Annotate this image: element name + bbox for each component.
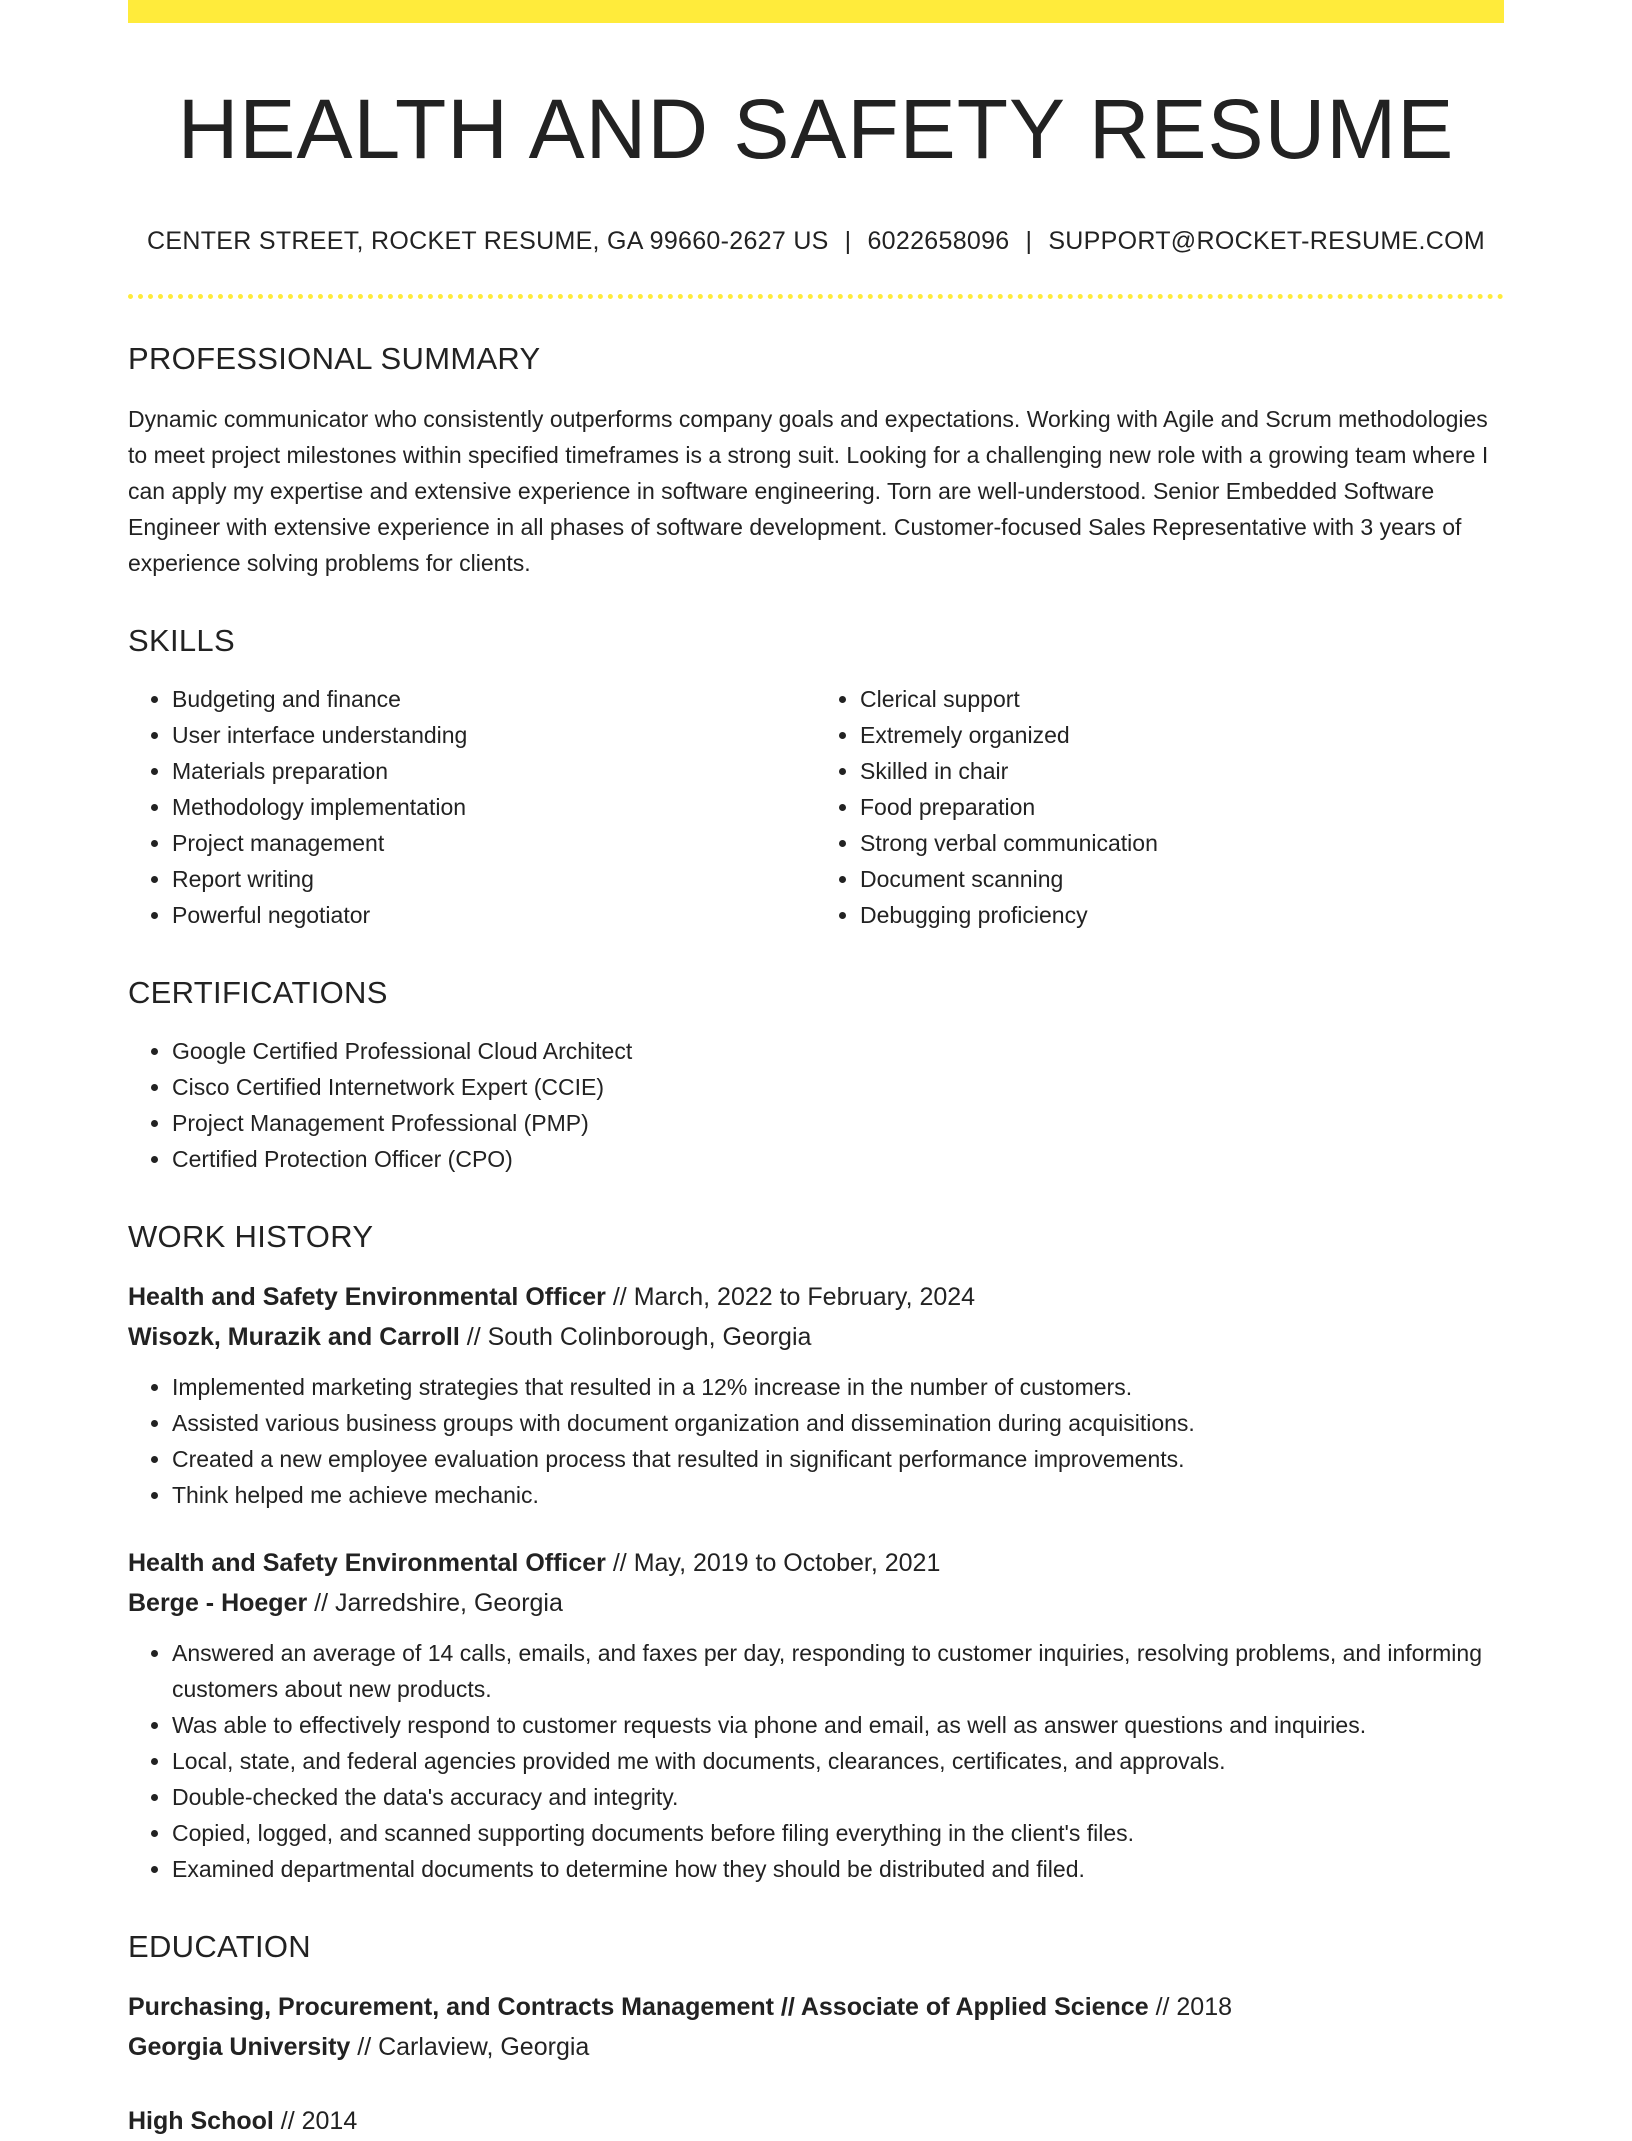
contact-separator: |: [844, 227, 852, 256]
education-school: Georgia University: [128, 2033, 351, 2062]
education-location: // Carlaview, Georgia: [350, 2033, 590, 2062]
skill-item: • User interface understanding: [172, 717, 816, 753]
job-bullet: • Examined departmental documents to determine how they should be distributed and filed.: [172, 1851, 1504, 1887]
contact-email: SUPPORT@ROCKET-RESUME.COM: [1048, 227, 1485, 256]
skills-columns: [128, 681, 1504, 933]
skill-item: • Materials preparation: [172, 753, 816, 789]
job-company: Wisozk, Murazik and Carroll: [128, 1323, 460, 1352]
job-bullet: • Assisted various business groups with document organization and dissemination during acquisitions.: [172, 1405, 1504, 1441]
certification-item: • Certified Protection Officer (CPO): [172, 1141, 1504, 1177]
job-bullet: • Answered an average of 14 calls, emails, and faxes per day, responding to customer inquiries, resolving problems, and informing customers about new products.: [172, 1635, 1504, 1707]
job-entry: [128, 1277, 1504, 1513]
job-title: Health and Safety Environmental Officer: [128, 1549, 606, 1578]
certifications-heading: CERTIFICATIONS: [128, 975, 388, 1011]
job-dates: // May, 2019 to October, 2021: [605, 1549, 941, 1578]
skill-item: • Strong verbal communication: [860, 825, 1504, 861]
job-bullet: • Local, state, and federal agencies provided me with documents, clearances, certificates, and approvals.: [172, 1743, 1504, 1779]
job-bullet: • Double-checked the data's accuracy and integrity.: [172, 1779, 1504, 1815]
job-title-line: [128, 1277, 1504, 1317]
job-bullets: [128, 1369, 1504, 1513]
page-title: HEALTH AND SAFETY RESUME: [177, 82, 1455, 176]
summary-heading: PROFESSIONAL SUMMARY: [128, 341, 541, 377]
job-company-line: [128, 1317, 1504, 1357]
resume-page: [128, 0, 1504, 2141]
skill-item: • Document scanning: [860, 861, 1504, 897]
education-entry: [128, 1987, 1504, 2067]
certification-item: • Cisco Certified Internetwork Expert (CCIE): [172, 1069, 1504, 1105]
education-school-line: [128, 2027, 1504, 2067]
education-degree: High School: [128, 2107, 274, 2136]
certification-item: • Project Management Professional (PMP): [172, 1105, 1504, 1141]
job-company-line: [128, 1583, 1504, 1623]
contact-line: [128, 227, 1504, 256]
job-dates: // March, 2022 to February, 2024: [605, 1283, 976, 1312]
contact-separator: |: [1025, 227, 1033, 256]
education-degree-line: [128, 1987, 1504, 2027]
job-company: Berge - Hoeger: [128, 1589, 308, 1618]
skill-item: • Project management: [172, 825, 816, 861]
job-bullet: • Think helped me achieve mechanic.: [172, 1477, 1504, 1513]
skill-item: • Clerical support: [860, 681, 1504, 717]
job-bullet: • Created a new employee evaluation process that resulted in significant performance improvements.: [172, 1441, 1504, 1477]
skill-item: • Skilled in chair: [860, 753, 1504, 789]
skills-list-left: [128, 681, 816, 933]
job-bullet: • Copied, logged, and scanned supporting documents before filing everything in the client's files.: [172, 1815, 1504, 1851]
job-bullet: • Was able to effectively respond to customer requests via phone and email, as well as answer questions and inquiries.: [172, 1707, 1504, 1743]
dotted-divider: [128, 294, 1504, 299]
job-title: Health and Safety Environmental Officer: [128, 1283, 606, 1312]
skills-heading: SKILLS: [128, 623, 235, 659]
summary-text: Dynamic communicator who consistently outperforms company goals and expectations. Working with Agile and Scrum methodologies to meet project milestones within specified timeframes is a strong suit. Looking for a challenging new role with a growing team where I can apply my expertise and extensive experience in software engineering. Torn are well-understood. Senior Embedded Software Engineer with extensive experience in all phases of software development. Customer-focused Sales Representative with 3 years of experience solving problems for clients.: [128, 406, 1489, 577]
education-degree: Purchasing, Procurement, and Contracts Management // Associate of Applied Science: [128, 1993, 1149, 2022]
skill-item: • Budgeting and finance: [172, 681, 816, 717]
contact-phone: 6022658096: [867, 227, 1010, 256]
job-location: // Jarredshire, Georgia: [307, 1589, 563, 1618]
certifications-list: [128, 1033, 1504, 1177]
skill-item: • Debugging proficiency: [860, 897, 1504, 933]
job-location: // South Colinborough, Georgia: [459, 1323, 812, 1352]
skill-item: • Powerful negotiator: [172, 897, 816, 933]
skill-item: • Methodology implementation: [172, 789, 816, 825]
job-entry: [128, 1543, 1504, 1887]
job-bullets: [128, 1635, 1504, 1887]
skill-item: • Report writing: [172, 861, 816, 897]
certification-item: • Google Certified Professional Cloud Architect: [172, 1033, 1504, 1069]
job-bullet: • Implemented marketing strategies that resulted in a 12% increase in the number of customers.: [172, 1369, 1504, 1405]
contact-address: CENTER STREET, ROCKET RESUME, GA 99660-2627 US: [147, 227, 829, 256]
education-entry: [128, 2101, 1504, 2141]
education-degree-line: [128, 2101, 1504, 2141]
education-heading: EDUCATION: [128, 1929, 311, 1965]
education-year: // 2018: [1148, 1993, 1233, 2022]
education-year: // 2014: [273, 2107, 358, 2136]
skills-list-right: [816, 681, 1504, 933]
skill-item: • Food preparation: [860, 789, 1504, 825]
skill-item: • Extremely organized: [860, 717, 1504, 753]
job-title-line: [128, 1543, 1504, 1583]
work-history-heading: WORK HISTORY: [128, 1219, 374, 1255]
top-accent-bar: [128, 0, 1504, 23]
